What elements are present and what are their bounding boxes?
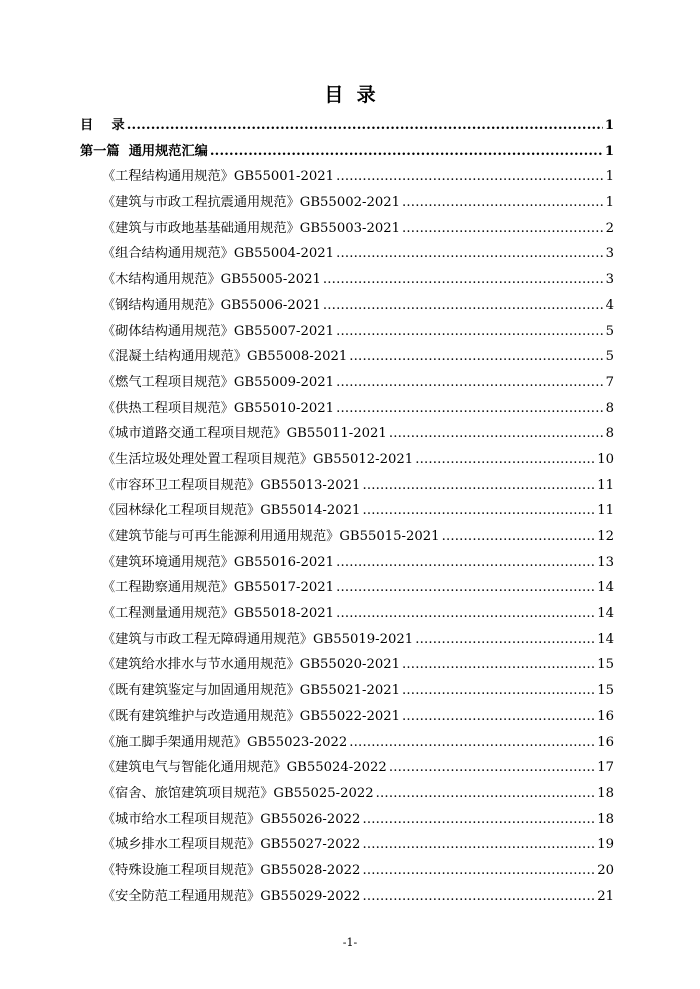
toc-entry-page-number: 3 — [605, 272, 614, 288]
dot-leader — [376, 781, 596, 807]
toc-entry-page-number: 21 — [597, 888, 614, 904]
toc-entry[interactable] — [80, 781, 614, 807]
toc-entry-title: 《市容环卫工程项目规范》GB55013-2021 — [102, 477, 361, 493]
toc-entry[interactable] — [80, 216, 614, 242]
dot-leader — [362, 858, 595, 884]
toc-entry[interactable] — [80, 139, 614, 165]
toc-entry-page-number: 15 — [597, 657, 614, 673]
dot-leader — [362, 832, 595, 858]
dot-leader — [362, 807, 595, 833]
toc-entry[interactable] — [80, 190, 614, 216]
toc-entry-page-number: 15 — [597, 683, 614, 699]
dot-leader — [402, 678, 595, 704]
toc-entry-title: 《工程勘察通用规范》GB55017-2021 — [102, 580, 335, 596]
toc-entry-title: 《园林绿化工程项目规范》GB55014-2021 — [102, 503, 361, 519]
toc-entry-title: 《施工脚手架通用规范》GB55023-2022 — [102, 734, 348, 750]
toc-entry[interactable] — [80, 575, 614, 601]
toc-entry-page-number: 18 — [597, 811, 614, 827]
toc-entry[interactable] — [80, 807, 614, 833]
toc-entry-title: 《建筑给水排水与节水通用规范》GB55020-2021 — [102, 657, 401, 673]
toc-entry-title: 《组合结构通用规范》GB55004-2021 — [102, 246, 335, 262]
toc-entry[interactable] — [80, 113, 614, 139]
dot-leader — [349, 730, 595, 756]
toc-entry-title: 《供热工程项目规范》GB55010-2021 — [102, 400, 335, 416]
toc-entry[interactable] — [80, 627, 614, 653]
dot-leader — [362, 498, 595, 524]
dot-leader — [415, 627, 595, 653]
toc-entry-page-number: 1 — [604, 118, 614, 133]
toc-entry[interactable] — [80, 319, 614, 345]
page-number-footer: -1- — [342, 936, 358, 949]
toc-entry-title: 《城市道路交通工程项目规范》GB55011-2021 — [102, 426, 387, 442]
toc-entry-title: 目 录 — [80, 118, 125, 133]
toc-entry-page-number: 14 — [597, 606, 614, 622]
toc-entry[interactable] — [80, 550, 614, 576]
toc-entry[interactable] — [80, 421, 614, 447]
toc-entry-page-number: 2 — [605, 220, 614, 236]
toc-entry[interactable] — [80, 241, 614, 267]
toc-entry[interactable] — [80, 447, 614, 473]
toc-entry-title: 《建筑环境通用规范》GB55016-2021 — [102, 554, 335, 570]
dot-leader — [336, 164, 604, 190]
toc-entry[interactable] — [80, 678, 614, 704]
toc-entry-page-number: 5 — [605, 323, 614, 339]
toc-entry[interactable] — [80, 858, 614, 884]
table-of-contents — [80, 113, 614, 909]
toc-entry-page-number: 4 — [605, 297, 614, 313]
toc-entry-page-number: 8 — [605, 426, 614, 442]
dot-leader — [402, 704, 595, 730]
toc-entry[interactable] — [80, 884, 614, 910]
toc-entry-title: 《建筑与市政工程抗震通用规范》GB55002-2021 — [102, 195, 401, 211]
toc-entry-page-number: 12 — [597, 529, 614, 544]
toc-entry-title: 《燃气工程项目规范》GB55009-2021 — [102, 374, 335, 390]
toc-entry[interactable] — [80, 164, 614, 190]
dot-leader — [323, 267, 604, 293]
toc-entry-title: 《砌体结构通用规范》GB55007-2021 — [102, 323, 335, 339]
toc-entry-title: 《特殊设施工程项目规范》GB55028-2022 — [102, 862, 361, 878]
toc-entry[interactable] — [80, 267, 614, 293]
toc-entry-page-number: 11 — [597, 477, 614, 493]
toc-entry[interactable] — [80, 344, 614, 370]
dot-leader — [336, 575, 595, 601]
toc-entry-page-number: 7 — [605, 374, 614, 390]
dot-leader — [415, 447, 595, 473]
toc-entry[interactable] — [80, 730, 614, 756]
toc-entry[interactable] — [80, 704, 614, 730]
page-title: 目 录 — [324, 84, 376, 106]
toc-entry[interactable] — [80, 396, 614, 422]
toc-entry-page-number: 19 — [597, 837, 614, 853]
toc-entry-page-number: 14 — [597, 580, 614, 596]
toc-entry-page-number: 1 — [605, 169, 614, 185]
toc-entry[interactable] — [80, 293, 614, 319]
toc-entry-title: 《工程结构通用规范》GB55001-2021 — [102, 169, 335, 185]
toc-entry[interactable] — [80, 601, 614, 627]
toc-entry-title: 《工程测量通用规范》GB55018-2021 — [102, 606, 335, 622]
toc-entry-page-number: 20 — [597, 862, 614, 878]
toc-entry-page-number: 16 — [597, 708, 614, 724]
toc-entry-page-number: 18 — [597, 785, 614, 801]
toc-entry-title: 《安全防范工程通用规范》GB55029-2022 — [102, 888, 361, 904]
toc-entry-page-number: 16 — [597, 734, 614, 750]
toc-entry[interactable] — [80, 832, 614, 858]
dot-leader — [336, 319, 604, 345]
toc-entry-page-number: 1 — [605, 195, 614, 211]
toc-entry-page-number: 3 — [605, 246, 614, 262]
toc-entry-title: 《生活垃圾处理处置工程项目规范》GB55012-2021 — [102, 451, 414, 467]
toc-entry[interactable] — [80, 498, 614, 524]
dot-leader — [402, 652, 595, 678]
dot-leader — [442, 524, 596, 550]
toc-entry[interactable] — [80, 473, 614, 499]
dot-leader — [127, 113, 603, 139]
dot-leader — [336, 370, 604, 396]
toc-entry-title: 《建筑节能与可再生能源利用通用规范》GB55015-2021 — [102, 529, 440, 544]
toc-entry-page-number: 8 — [605, 400, 614, 416]
dot-leader — [323, 293, 604, 319]
dot-leader — [402, 190, 604, 216]
dot-leader — [362, 473, 595, 499]
toc-entry[interactable] — [80, 755, 614, 781]
dot-leader — [349, 344, 603, 370]
toc-entry-title: 《建筑电气与智能化通用规范》GB55024-2022 — [102, 760, 387, 776]
toc-entry-page-number: 1 — [604, 143, 614, 159]
toc-entry-title: 《城市给水工程项目规范》GB55026-2022 — [102, 811, 361, 827]
dot-leader — [210, 139, 603, 165]
toc-entry-title: 《木结构通用规范》GB55005-2021 — [102, 272, 321, 288]
dot-leader — [336, 241, 604, 267]
dot-leader — [336, 601, 595, 627]
toc-entry[interactable] — [80, 370, 614, 396]
dot-leader — [336, 550, 595, 576]
toc-entry-title: 《建筑与市政地基基础通用规范》GB55003-2021 — [102, 220, 401, 236]
toc-entry-title: 《城乡排水工程项目规范》GB55027-2022 — [102, 837, 361, 853]
toc-entry[interactable] — [80, 652, 614, 678]
toc-entry-page-number: 11 — [597, 503, 614, 519]
toc-entry-title: 《宿舍、旅馆建筑项目规范》GB55025-2022 — [102, 785, 374, 801]
toc-entry-title: 第一篇 通用规范汇编 — [80, 143, 208, 159]
toc-entry-title: 《既有建筑维护与改造通用规范》GB55022-2021 — [102, 708, 401, 724]
toc-entry-title: 《钢结构通用规范》GB55006-2021 — [102, 297, 321, 313]
toc-entry[interactable] — [80, 524, 614, 550]
dot-leader — [362, 884, 595, 910]
dot-leader — [402, 216, 604, 242]
dot-leader — [389, 421, 604, 447]
toc-entry-page-number: 5 — [605, 349, 614, 365]
toc-entry-page-number: 17 — [597, 760, 614, 776]
dot-leader — [389, 755, 595, 781]
toc-entry-page-number: 13 — [597, 554, 614, 570]
toc-entry-page-number: 10 — [597, 451, 614, 467]
dot-leader — [336, 396, 604, 422]
toc-entry-title: 《混凝土结构通用规范》GB55008-2021 — [102, 349, 348, 365]
toc-entry-title: 《既有建筑鉴定与加固通用规范》GB55021-2021 — [102, 683, 401, 699]
toc-entry-title: 《建筑与市政工程无障碍通用规范》GB55019-2021 — [102, 631, 414, 647]
toc-entry-page-number: 14 — [597, 631, 614, 647]
